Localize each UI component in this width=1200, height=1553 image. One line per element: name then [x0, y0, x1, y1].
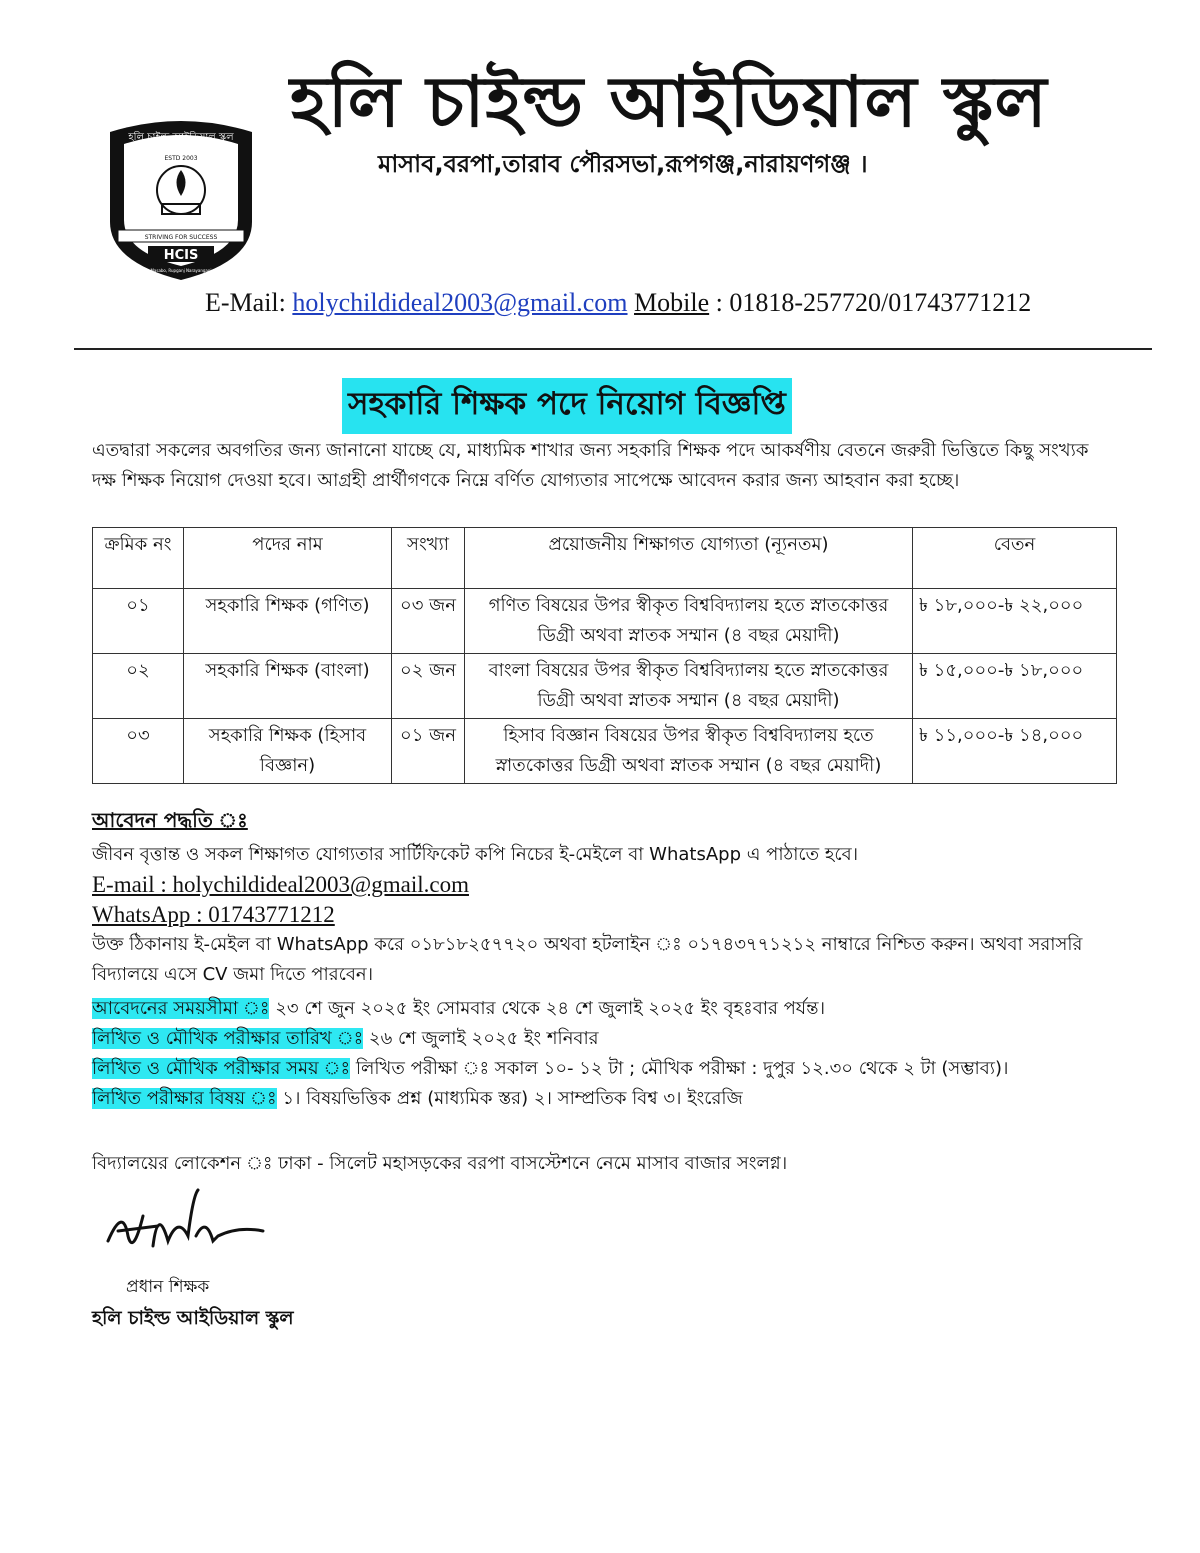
cell-post: সহকারি শিক্ষক (বাংলা): [184, 654, 392, 719]
application-instruction: জীবন বৃত্তান্ত ও সকল শিক্ষাগত যোগ্যতার সার্টিফিকেট কপি নিচের ই-মেইলে বা WhatsApp এ পাঠাতে হবে।: [92, 844, 859, 865]
schedule-exam-time: [92, 1054, 1102, 1084]
col-serial: ক্রমিক নং: [93, 528, 184, 589]
vacancy-table: [92, 527, 1117, 784]
application-confirm: উক্ত ঠিকানায় ই-মেইল বা WhatsApp করে ০১৮১৮২৫৭৭২০ অথবা হটলাইন ঃ ০১৭৪৩৭৭১২১২ নাম্বারে নিশ্চিত করুন। অথবা সরাসরি বিদ্যালয়ে এসে CV জমা দিতে পারবেন।: [92, 934, 1083, 985]
school-location: বিদ্যালয়ের লোকেশন ঃ ঢাকা - সিলেট মহাসড়কের বরপা বাসস্টেশনে নেমে মাসাব বাজার সংলগ্ন।: [92, 1153, 788, 1174]
cell-qualification: হিসাব বিজ্ঞান বিষয়ের উপর স্বীকৃত বিশ্ববিদ্যালয় হতে স্নাতকোত্তর ডিগ্রী অথবা স্নাতক সম্মান (৪ বছর মেয়াদী): [465, 719, 913, 784]
schedule-block: [92, 994, 1102, 1114]
notice-title: সহকারি শিক্ষক পদে নিয়োগ বিজ্ঞপ্তি: [342, 378, 792, 434]
cell-salary: ৳ ১৫,০০০-৳ ১৮,০০০: [913, 654, 1117, 719]
school-name: হলি চাইল্ড আইডিয়াল স্কুল: [290, 61, 1048, 143]
table-header-row: [93, 528, 1117, 589]
table-row: [93, 719, 1117, 784]
application-heading: আবেদন পদ্ধতি ঃ: [92, 808, 248, 832]
schedule-value: লিখিত পরীক্ষা ঃ সকাল ১০- ১২ টা ; মৌখিক পরীক্ষা : দুপুর ১২.৩০ থেকে ২ টা (সম্ভাব্য)।: [350, 1058, 1009, 1079]
cell-salary: ৳ ১১,০০০-৳ ১৪,০০০: [913, 719, 1117, 784]
schedule-exam-date: [92, 1024, 1102, 1054]
cell-salary: ৳ ১৮,০০০-৳ ২২,০০০: [913, 589, 1117, 654]
intro-paragraph: এতদ্বারা সকলের অবগতির জন্য জানানো যাচ্ছে যে, মাধ্যমিক শাখার জন্য সহকারি শিক্ষক পদে আকর্ষণীয় বেতনে জরুরী ভিত্তিতে কিছু সংখ্যক দক্ষ শিক্ষক নিয়োগ দেওয়া হবে। আগ্রহী প্রার্থীগণকে নিম্নে বর্ণিত যোগ্যতার সাপেক্ষে আবেদন করার জন্য আহবান করা হচ্ছে।: [92, 440, 1089, 491]
contact-line: [205, 288, 1031, 318]
cell-count: ০২ জন: [392, 654, 465, 719]
header-email-link[interactable]: holychildideal2003@gmail.com: [292, 288, 628, 317]
application-whatsapp-link[interactable]: WhatsApp : 01743771212: [92, 902, 335, 927]
school-address: মাসাব,বরপা,তারাব পৌরসভা,রূপগঞ্জ,নারায়ণগঞ্জ ।: [378, 150, 868, 178]
schedule-value: ১। বিষয়ভিত্তিক প্রশ্ন (মাধ্যমিক স্তর) ২। সাম্প্রতিক বিশ্ব ৩। ইংরেজি: [276, 1088, 743, 1109]
headmaster-signature: [98, 1186, 268, 1270]
email-label: E-Mail:: [205, 288, 286, 317]
cell-qualification: গণিত বিষয়ের উপর স্বীকৃত বিশ্ববিদ্যালয় হতে স্নাতকোত্তর ডিগ্রী অথবা স্নাতক সম্মান (৪ বছর মেয়াদী): [465, 589, 913, 654]
mobile-numbers: : 01818-257720/01743771212: [715, 288, 1032, 317]
schedule-deadline: [92, 994, 1102, 1024]
cell-count: ০৩ জন: [392, 589, 465, 654]
cell-post: সহকারি শিক্ষক (হিসাব বিজ্ঞান): [184, 719, 392, 784]
mobile-label: Mobile: [634, 288, 710, 317]
table-row: [93, 589, 1117, 654]
schedule-value: ২৬ শে জুলাই ২০২৫ ইং শনিবার: [363, 1028, 599, 1049]
logo-location: Masabo, Rupganj Narayanganj: [150, 268, 212, 273]
logo-estd: ESTD 2003: [164, 155, 198, 162]
school-logo: [102, 112, 260, 292]
col-count: সংখ্যা: [392, 528, 465, 589]
cell-serial: ০৩: [93, 719, 184, 784]
logo-motto: STRIVING FOR SUCCESS: [144, 234, 218, 241]
col-qualification: প্রয়োজনীয় শিক্ষাগত যোগ্যতা (ন্যূনতম): [465, 528, 913, 589]
application-body: [92, 840, 1102, 990]
table-row: [93, 654, 1117, 719]
header-divider: [74, 348, 1152, 350]
col-salary: বেতন: [913, 528, 1117, 589]
schedule-label: আবেদনের সময়সীমা ঃ: [92, 998, 270, 1019]
logo-abbr: HCIS: [163, 248, 199, 263]
cell-post: সহকারি শিক্ষক (গণিত): [184, 589, 392, 654]
cell-qualification: বাংলা বিষয়ের উপর স্বীকৃত বিশ্ববিদ্যালয় হতে স্নাতকোত্তর ডিগ্রী অথবা স্নাতক সম্মান (৪ বছর মেয়াদী): [465, 654, 913, 719]
schedule-value: ২৩ শে জুন ২০২৫ ইং সোমবার থেকে ২৪ শে জুলাই ২০২৫ ইং বৃহঃবার পর্যন্ত।: [269, 998, 826, 1019]
application-email-link[interactable]: E-mail : holychildideal2003@gmail.com: [92, 872, 469, 897]
cell-serial: ০১: [93, 589, 184, 654]
cell-count: ০১ জন: [392, 719, 465, 784]
signer-title: প্রধান শিক্ষক: [126, 1277, 210, 1297]
col-post: পদের নাম: [184, 528, 392, 589]
schedule-exam-subjects: [92, 1084, 1102, 1114]
signer-school: হলি চাইল্ড আইডিয়াল স্কুল: [92, 1307, 294, 1329]
schedule-label: লিখিত ও মৌখিক পরীক্ষার তারিখ ঃ: [92, 1028, 364, 1049]
cell-serial: ০২: [93, 654, 184, 719]
schedule-label: লিখিত ও মৌখিক পরীক্ষার সময় ঃ: [92, 1058, 351, 1079]
logo-top-text: হলি চাইল্ড আইডিয়াল স্কুল: [128, 132, 234, 143]
schedule-label: লিখিত পরীক্ষার বিষয় ঃ: [92, 1088, 277, 1109]
